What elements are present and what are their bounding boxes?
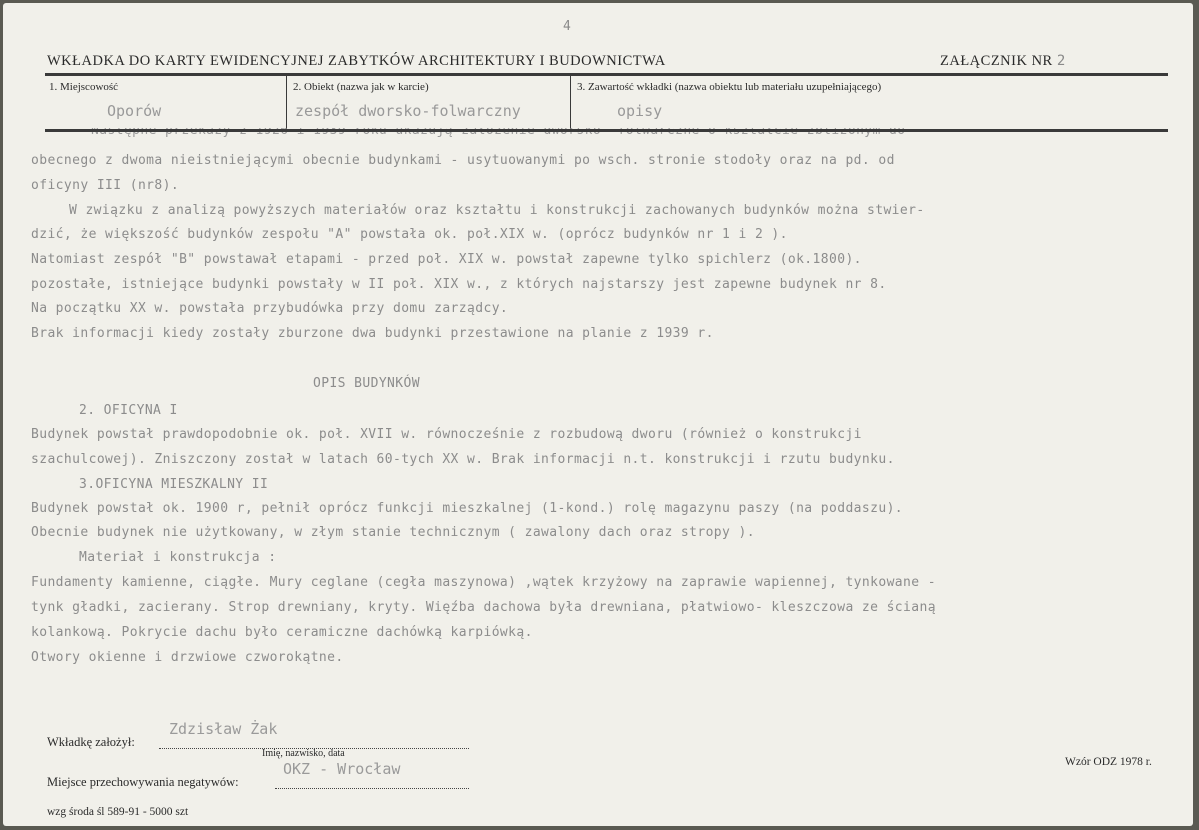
text-line: Brak informacji kiedy zostały zburzone dwa budynki przestawione na planie z 1939 r. [31, 326, 714, 341]
text-line: Obecnie budynek nie użytkowany, w złym stanie technicznym ( zawalony dach oraz stropy ). [31, 525, 755, 540]
text-line: Fundamenty kamienne, ciągłe. Mury ceglane (cegła maszynowa) ,wątek krzyżowy na zaprawie wapiennej, tynkowane - [31, 575, 936, 590]
subsection-heading: Materiał i konstrukcja : [79, 550, 277, 565]
negatives-dotted-line [275, 787, 469, 789]
text-line: Budynek powstał prawdopodobnie ok. poł. XVII w. równocześnie z rozbudową dworu (również o konstrukcji [31, 427, 862, 442]
text-line: oficyny III (nr8). [31, 178, 180, 193]
text-line: Budynek powstał ok. 1900 r, pełnił oprócz funkcji mieszkalnej (1-kond.) rolę magazynu paszy (na poddaszu). [31, 501, 904, 516]
text-line: obecnego z dwoma nieistniejącymi obecnie budynkami - usytuowanymi po wsch. stronie stodoły oraz na pd. od [31, 153, 895, 168]
form-title: WKŁADKA DO KARTY EWIDENCYJNEJ ZABYTKÓW ARCHITEKTURY I BUDOWNICTWA [47, 53, 666, 69]
form-model: Wzór ODZ 1978 r. [1065, 756, 1152, 768]
header-rule-bottom [45, 129, 1168, 132]
subsection-heading: 2. OFICYNA I [79, 403, 178, 418]
locality-value: Oporów [107, 102, 162, 120]
subsection-heading: 3.OFICYNA MIESZKALNY II [79, 477, 269, 492]
text-line: Otwory okienne i drzwiowe czworokątne. [31, 650, 344, 665]
inserted-by-label: Wkładkę założył: [47, 735, 135, 749]
text-line: W związku z analizą powyższych materiałów oraz kształtu i konstrukcji zachowanych budynków można stwier- [69, 203, 925, 218]
content-value: opisy [617, 102, 663, 120]
negatives-value: OKZ - Wrocław [283, 760, 401, 778]
record-sheet [3, 3, 1193, 826]
locality-label: 1. Miejscowość [49, 81, 119, 93]
text-line: Na początku XX w. powstała przybudówka przy domu zarządcy. [31, 301, 509, 316]
content-label: 3. Zawartość wkładki (nazwa obiektu lub materiału uzupełniającego) [577, 81, 882, 93]
object-value: zespół dworsko-folwarczny [295, 102, 521, 120]
section-heading: OPIS BUDYNKÓW [313, 376, 420, 391]
text-line: Natomiast zespół "B" powstawał etapami - przed poł. XIX w. powstał zapewne tylko spichlerz (ok.1800). [31, 252, 862, 267]
print-info: wzg środa śl 589-91 - 5000 szt [47, 806, 189, 818]
page-number: 4 [563, 19, 571, 34]
text-line: pozostałe, istniejące budynki powstały w II poł. XIX w., z których najstarszy jest zapewne budynek nr 8. [31, 277, 887, 292]
name-date-hint: Imię, nazwisko, data [262, 748, 345, 759]
field-divider-1 [286, 76, 287, 129]
field-divider-2 [570, 76, 571, 129]
inserted-by-value: Zdzisław Żak [169, 720, 278, 738]
text-line: dzić, że większość budynków zespołu "A" powstała ok. poł.XIX w. (oprócz budynków nr 1 i 2 ). [31, 227, 788, 242]
text-line: szachulcowej). Zniszczony został w latach 60-tych XX w. Brak informacji n.t. konstrukcji i rzutu budynku. [31, 452, 895, 467]
text-line: tynk gładki, zacierany. Strop drewniany, kryty. Więźba dachowa była drewniana, płatwiowo- kleszczowa ze ścianą [31, 600, 936, 615]
annex-label [940, 53, 1066, 70]
annex-number: 2 [1056, 53, 1066, 69]
negatives-label: Miejsce przechowywania negatywów: [47, 775, 239, 789]
header-rule-top [45, 73, 1168, 76]
object-label: 2. Obiekt (nazwa jak w karcie) [293, 81, 429, 93]
text-line: kolankową. Pokrycie dachu było ceramiczne dachówką karpiówką. [31, 625, 533, 640]
annex-label-text: ZAŁĄCZNIK NR [940, 53, 1053, 69]
